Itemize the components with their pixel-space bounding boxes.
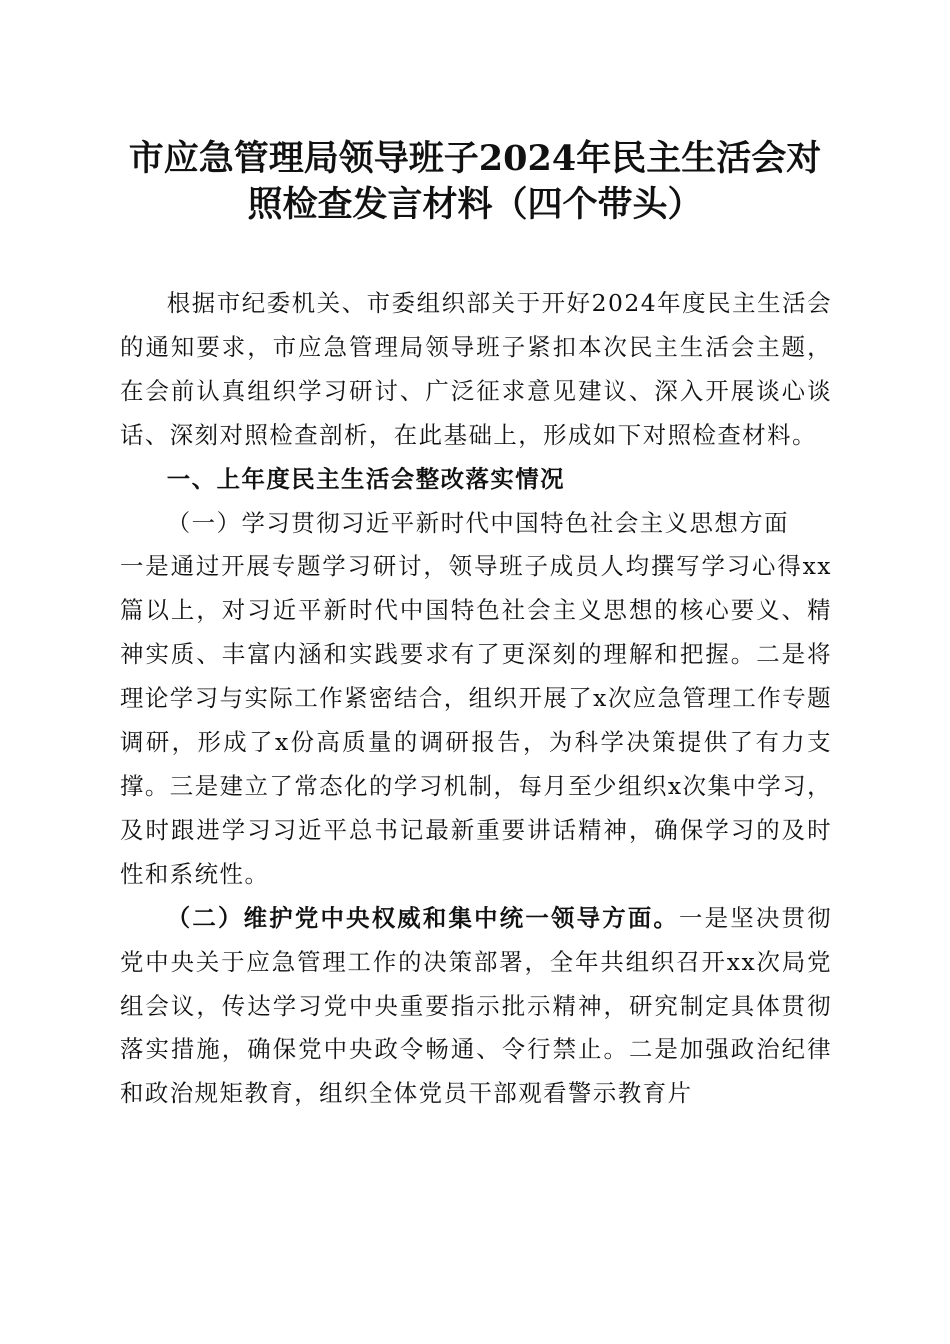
title-line-2: 照检查发言材料（四个带头） <box>247 184 703 225</box>
subsection-1-body: 一是通过开展专题学习研讨，领导班子成员人均撰写学习心得xx篇以上，对习近平新时代中国特色社会主义思想的核心要义、精神实质、丰富内涵和实践要求有了更深刻的理解和把握。二是将理论学习与实际工作紧密结合，组织开展了x次应急管理工作专题调研，形成了x份高质量的调研报告，为科学决策提供了有力支撑。三是建立了常态化的学习机制，每月至少组织x次集中学习，及时跟进学习习近平总书记最新重要讲话精神，确保学习的及时性和系统性。 <box>120 552 832 888</box>
intro-paragraph: 根据市纪委机关、市委组织部关于开好2024年度民主生活会的通知要求，市应急管理局领导班子紧扣本次民主生活会主题，在会前认真组织学习研讨、广泛征求意见建议、深入开展谈心谈话、深刻对照检查剖析，在此基础上，形成如下对照检查材料。 <box>120 289 832 449</box>
subsection-1-heading: （一）学习贯彻习近平新时代中国特色社会主义思想方面 <box>166 508 790 537</box>
subsection-2-heading: （二）维护党中央权威和集中统一领导方面。 <box>166 903 680 932</box>
subsection-2-body: 一是坚决贯彻党中央关于应急管理工作的决策部署，全年共组织召开xx次局党组会议，传达学习党中央重要指示批示精神，研究制定具体贯彻落实措施，确保党中央政令畅通、令行禁止。二是加强政治纪律和政治规矩教育，组织全体党员干部观看警示教育片 <box>120 903 832 1108</box>
section-1-heading: 一、上年度民主生活会整改落实情况 <box>166 464 566 493</box>
title-line-1: 市应急管理局领导班子2024年民主生活会对 <box>128 138 822 179</box>
document-title <box>100 136 850 228</box>
document-body <box>120 282 832 1116</box>
subsection-2-paragraph <box>120 897 832 1117</box>
